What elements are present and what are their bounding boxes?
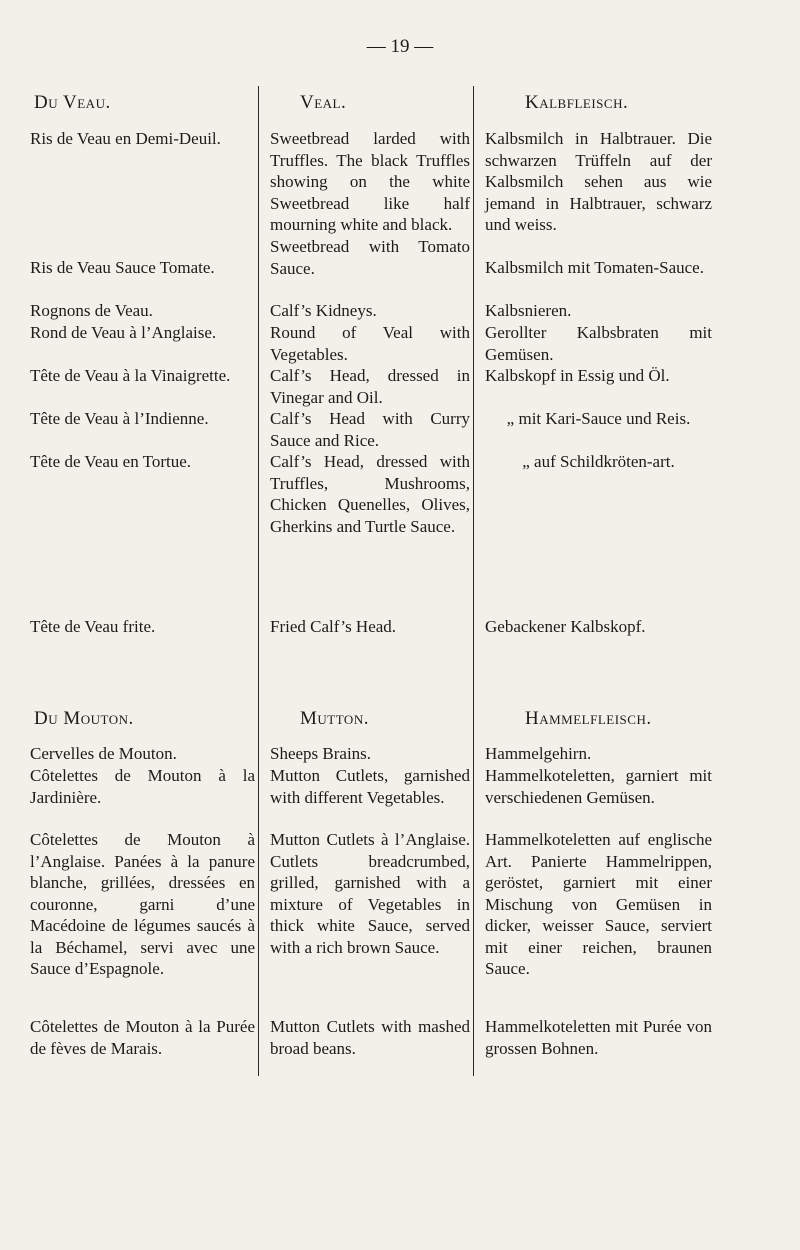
menu-item-fr: Rond de Veau à l’Anglaise. <box>30 323 217 342</box>
menu-item-en: Sheeps Brains. <box>270 744 372 763</box>
menu-item-en: Mutton Cutlets, garnished with different Vegetables. <box>270 766 470 807</box>
menu-item-fr: Côtelettes de Mouton à la Jardinière. <box>30 766 255 807</box>
menu-item-en: Sweetbread with Tomato Sauce. <box>270 237 470 278</box>
heading-mutton-en: Mutton. <box>300 708 369 729</box>
menu-item-fr: Cervelles de Mouton. <box>30 744 177 763</box>
menu-item-en: Calf’s Head, dressed in Vinegar and Oil. <box>270 366 470 407</box>
column-divider-left <box>258 86 259 1076</box>
menu-item-en: Mutton Cutlets à l’Anglaise. Cutlets breadcrumbed, grilled, garnished with a mixture of Vegetables in thick white Sauce, served with a rich brown Sauce. <box>270 830 470 957</box>
menu-item-de: Hammelgehirn. <box>485 744 592 763</box>
heading-mutton-de: Hammelfleisch. <box>525 708 652 729</box>
menu-item-fr: Ris de Veau en Demi-Deuil. <box>30 129 221 148</box>
menu-item-fr: Tête de Veau frite. <box>30 617 156 636</box>
menu-item-en: Fried Calf’s Head. <box>270 617 397 636</box>
menu-item-en: Sweetbread larded with Truffles. The black Truffles showing on the white Sweetbread like half mourning white and black. <box>270 129 470 234</box>
menu-item-de: Hammelkoteletten, garniert mit verschiedenen Gemüsen. <box>485 766 712 807</box>
menu-item-en: Calf’s Kidneys. <box>270 301 377 320</box>
menu-item-de: Kalbsnieren. <box>485 301 572 320</box>
menu-item-de: Kalbskopf in Essig und Öl. <box>485 366 670 385</box>
menu-item-fr: Côtelettes de Mouton à l’Anglaise. Panées à la panure blanche, grillées, dressées en couronne, garni d’une Macédoine de légumes saucés à la Béchamel, servi avec une Sauce d’Espagnole. <box>30 830 255 978</box>
column-divider-right <box>473 86 474 1076</box>
menu-item-en: Round of Veal with Vegetables. <box>270 323 470 364</box>
menu-item-de: Kalbsmilch in Halbtrauer. Die schwarzen Trüffeln auf der Kalbsmilch sehen aus wie jemand in Halbtrauer, schwarz und weiss. <box>485 129 712 234</box>
menu-item-fr: Tête de Veau en Tortue. <box>30 452 192 471</box>
menu-item-en: Calf’s Head, dressed with Truffles, Mushrooms, Chicken Quenelles, Olives, Gherkins and Turtle Sauce. <box>270 452 470 536</box>
menu-item-de: Gebackener Kalbskopf. <box>485 617 646 636</box>
menu-item-de: Hammelkoteletten auf englische Art. Panierte Hammelrippen, geröstet, garniert mit einer Mischung von Gemüsen in dicker, weisser Sauce, serviert mit einer reichen, braunen Sauce. <box>485 830 712 978</box>
menu-item-de: „ auf Schildkröten-art. <box>522 452 675 471</box>
menu-item-de: Kalbsmilch mit Tomaten-Sauce. <box>485 258 704 277</box>
heading-veal-de: Kalbfleisch. <box>525 92 629 113</box>
menu-item-fr: Tête de Veau à l’Indienne. <box>30 409 209 428</box>
menu-item-en: Calf’s Head with Curry Sauce and Rice. <box>270 409 470 450</box>
menu-item-fr: Rognons de Veau. <box>30 301 153 320</box>
heading-mutton-fr: Du Mouton. <box>34 708 134 729</box>
menu-item-de: Gerollter Kalbsbraten mit Gemüsen. <box>485 323 712 364</box>
menu-item-de: „ mit Kari-Sauce und Reis. <box>506 409 691 428</box>
heading-veal-fr: Du Veau. <box>34 92 111 113</box>
page-number: — 19 — <box>366 36 434 57</box>
menu-item-fr: Tête de Veau à la Vinaigrette. <box>30 366 231 385</box>
menu-item-fr: Côtelettes de Mouton à la Purée de fèves de Marais. <box>30 1017 255 1058</box>
heading-veal-en: Veal. <box>300 92 347 113</box>
menu-item-en: Mutton Cutlets with mashed broad beans. <box>270 1017 470 1058</box>
menu-item-fr: Ris de Veau Sauce Tomate. <box>30 258 215 277</box>
menu-item-de: Hammelkoteletten mit Purée von grossen Bohnen. <box>485 1017 712 1058</box>
